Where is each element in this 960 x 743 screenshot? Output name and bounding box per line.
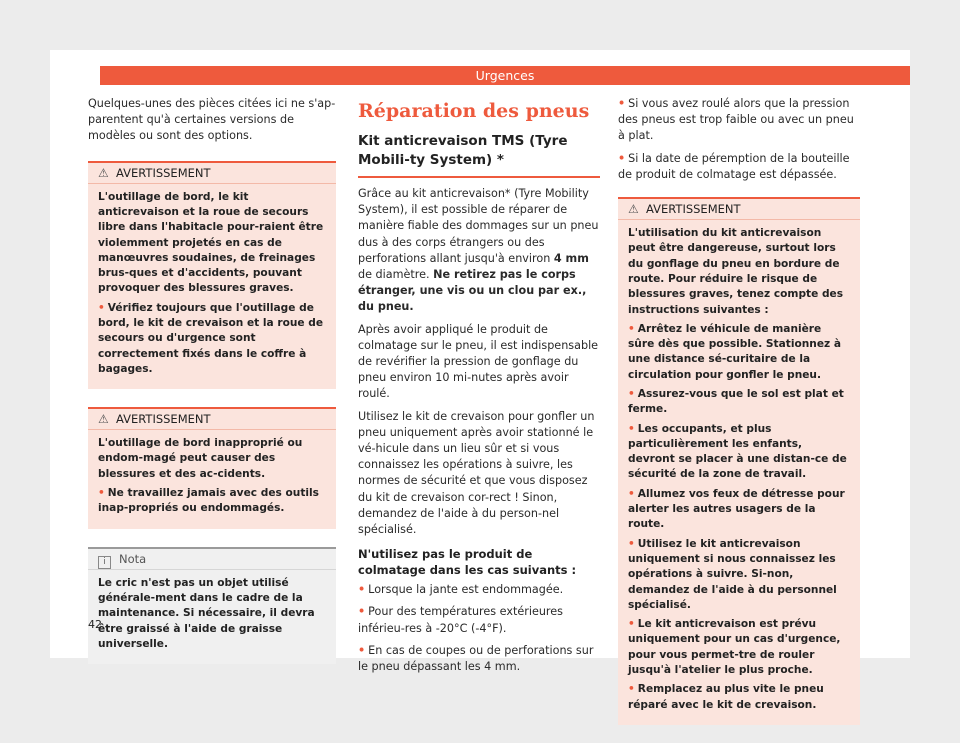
warning-triangle-icon: ⚠ <box>628 202 639 217</box>
warning-header <box>88 163 336 184</box>
list-heading: N'utilisez pas le produit de colmatage dans les cas suivants : <box>358 547 577 578</box>
bullet-icon: • <box>98 301 105 314</box>
list-item: • Si la date de péremption de la bouteille de produit de colmatage est dépassée. <box>618 151 850 181</box>
warning-bullet: • Assurez-vous que le sol est plat et ferme. <box>628 387 844 416</box>
note-title: Nota <box>119 551 147 566</box>
warning-box-3 <box>618 197 860 725</box>
warning-triangle-icon: ⚠ <box>98 412 109 427</box>
page-number: 42 <box>88 618 102 631</box>
bullet-icon: • <box>628 387 635 400</box>
list-item: • En cas de coupes ou de perforations sur le pneu dépassant les 4 mm. <box>358 643 594 674</box>
warning-text: L'outillage de bord, le kit anticrevaison et la roue de secours libre dans l'habitacle pour-raient être violemment projetés en cas de manœuvres soudaines, de freinages brus-ques et d'accidents, pouvant provoquer des blessures graves. <box>98 190 324 295</box>
section-title: Réparation des pneus <box>358 100 590 122</box>
list-item: • Pour des températures extérieures inférieu-res à -20°C (-4°F). <box>358 605 563 635</box>
column-middle <box>358 96 600 681</box>
subsection-title: Kit anticrevaison TMS (Tyre Mobili-ty System) * <box>358 132 600 178</box>
paragraph-2: Après avoir appliqué le produit de colmatage sur le pneu, il est indispensable de revérifier la pression de gonflage du pneu environ 10 mi-nutes après avoir roulé. <box>358 322 599 401</box>
warning-title: AVERTISSEMENT <box>116 165 211 180</box>
paragraph-3: Utilisez le kit de crevaison pour gonfler un pneu uniquement après avoir stationné le vé-hicule dans un lieu sûr et si vous connaissez les opérations à suivre, les normes de sécurité et que vous disposez du kit de crevaison cor-rect ! Sinon, demandez de l'aide à du person-nel spécialisé. <box>358 409 595 537</box>
warning-bullet: • Vérifiez toujours que l'outillage de bord, le kit de crevaison et la roue de secours ou d'urgence sont correctement fixés dans le coffre à bagages. <box>98 301 324 375</box>
bullet-icon: • <box>618 151 626 165</box>
warning-bullet: • Ne travaillez jamais avec des outils inap-propriés ou endommagés. <box>98 487 319 515</box>
bullet-icon: • <box>358 583 366 597</box>
warning-bullet: • Allumez vos feux de détresse pour alerter les autres usagers de la route. <box>628 487 845 531</box>
bullet-icon: • <box>98 487 105 500</box>
info-icon: i <box>98 556 111 569</box>
warning-text: L'utilisation du kit anticrevaison peut être dangereuse, surtout lors du gonflage du pneu en bordure de route. Pour réduire le risque de blessures graves, tenez compte des instructions suivantes : <box>628 227 844 316</box>
manual-page <box>50 50 910 711</box>
bullet-icon: • <box>618 97 626 110</box>
bullet-icon: • <box>628 487 635 500</box>
column-left <box>88 96 336 664</box>
warning-bullet: • Utilisez le kit anticrevaison uniquement si nous connaissez les opérations à suivre. Si-non, demandez de l'aide à du personnel spécialisé. <box>628 537 837 611</box>
note-box <box>88 547 336 664</box>
warning-bullet: • Les occupants, et plus particulièrement les enfants, devront se placer à une distan-ce de sécurité de la zone de travail. <box>628 422 847 481</box>
warning-header <box>88 409 336 430</box>
bullet-icon: • <box>358 643 366 657</box>
note-text: Le cric n'est pas un objet utilisé générale-ment dans le cadre de la maintenance. Si nécessaire, il devra être graissé à l'aide de graisse universelle. <box>98 576 315 650</box>
bullet-icon: • <box>628 618 635 631</box>
paragraph-1: Grâce au kit anticrevaison* (Tyre Mobility System), il est possible de réparer de manière fiable des dommages sur un pneu dus à des corps étrangers ou des perforations allant jusqu'à environ 4 mm de diamètre. Ne retirez pas le corps étranger, une vis ou un clou par ex., du pneu. <box>358 187 599 314</box>
bullet-icon: • <box>628 322 635 335</box>
intro-text: Quelques-unes des pièces citées ici ne s'ap-parentent qu'à certaines versions de modèles ou sont des options. <box>88 97 336 143</box>
bullet-icon: • <box>628 422 635 435</box>
column-right <box>618 96 860 743</box>
warning-bullet: • Le kit anticrevaison est prévu uniquement pour un cas d'urgence, pour vous permet-tre de rouler jusqu'à l'atelier le plus proche. <box>628 618 841 677</box>
warning-bullet: • Remplacez au plus vite le pneu réparé avec le kit de crevaison. <box>628 683 824 711</box>
warning-box-2 <box>88 407 336 528</box>
warning-bullet: • Arrêtez le véhicule de manière sûre dès que possible. Stationnez à une distance sé-curitaire de la circulation pour gonfler le pneu. <box>628 322 842 381</box>
section-header: Urgences <box>100 66 910 85</box>
warning-header <box>618 199 860 220</box>
note-header <box>88 549 336 570</box>
bullet-icon: • <box>358 605 366 619</box>
warning-title: AVERTISSEMENT <box>646 202 741 217</box>
warning-text: L'outillage de bord inapproprié ou endom-magé peut causer des blessures et des ac-cidents. <box>98 437 303 480</box>
warning-title: AVERTISSEMENT <box>116 412 211 427</box>
list-item: • Lorsque la jante est endommagée. <box>358 583 564 597</box>
list-item: • Si vous avez roulé alors que la pression des pneus est trop faible ou avec un pneu à plat. <box>618 97 854 143</box>
bullet-icon: • <box>628 537 635 550</box>
bullet-icon: • <box>628 683 635 696</box>
warning-box-1 <box>88 161 336 390</box>
warning-triangle-icon: ⚠ <box>98 165 109 180</box>
